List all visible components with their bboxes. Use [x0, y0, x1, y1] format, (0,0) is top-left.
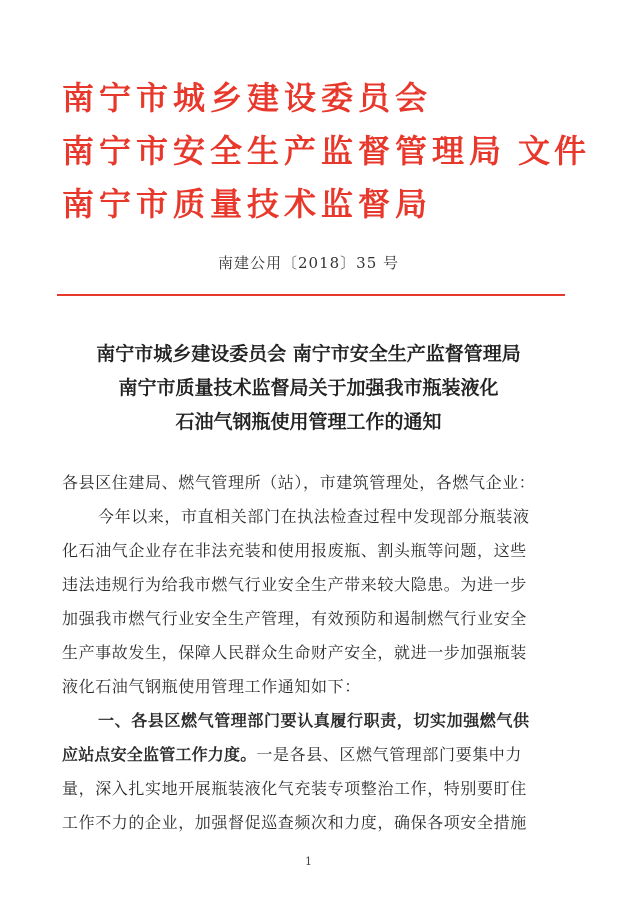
- paragraph-line: 液化石油气钢瓶使用管理工作通知如下：: [62, 677, 361, 696]
- paragraph-line: 生产事故发生，保障人民群众生命财产安全，就进一步加强瓶装: [62, 643, 527, 662]
- issuer-name: 南宁市质量技术监督局: [62, 185, 433, 223]
- document-word: 文件: [518, 132, 591, 170]
- document-body: [62, 466, 552, 840]
- paragraph-line: 工作不力的企业，加强督促巡查频次和力度，确保各项安全措施: [62, 813, 527, 832]
- issuer-name: 南宁市安全生产监督管理局 文件: [62, 132, 591, 170]
- document-number: 南建公用〔2018〕35 号: [217, 254, 400, 272]
- paragraph-line: 量，深入扎实地开展瓶装液化气充装专项整治工作，特别要盯住: [62, 779, 527, 798]
- title-line: 南宁市城乡建设委员会 南宁市安全生产监督管理局: [96, 343, 521, 365]
- section-heading-cont: 应站点安全监管工作力度。: [62, 745, 257, 764]
- paragraph-line: 违法违规行为给我市燃气行业安全生产带来较大隐患。为进一步: [62, 575, 527, 594]
- addressee: 各县区住建局、燃气管理所（站），市建筑管理处，各燃气企业：: [62, 473, 536, 492]
- paragraph-line: 今年以来，市直相关部门在执法检查过程中发现部分瓶装液: [98, 507, 530, 526]
- document-title: [0, 340, 617, 442]
- red-divider: [57, 294, 565, 296]
- section-heading: 一、各县区燃气管理部门要认真履行职责，切实加强燃气供: [98, 711, 530, 730]
- paragraph-line: 化石油气企业存在非法充装和使用报废瓶、割头瓶等问题，这些: [62, 541, 527, 560]
- title-line: 石油气钢瓶使用管理工作的通知: [175, 411, 442, 433]
- paragraph-line: [62, 738, 552, 772]
- paragraph-line: 加强我市燃气行业安全生产管理，有效预防和遏制燃气行业安全: [62, 609, 527, 628]
- issuer-header: [62, 78, 590, 237]
- section-text: 一是各县、区燃气管理部门要集中力: [256, 745, 523, 764]
- issuer-name: 南宁市城乡建设委员会: [62, 79, 433, 117]
- page-number: 1: [305, 855, 312, 868]
- title-line: 南宁市质量技术监督局关于加强我市瓶装液化: [118, 377, 499, 399]
